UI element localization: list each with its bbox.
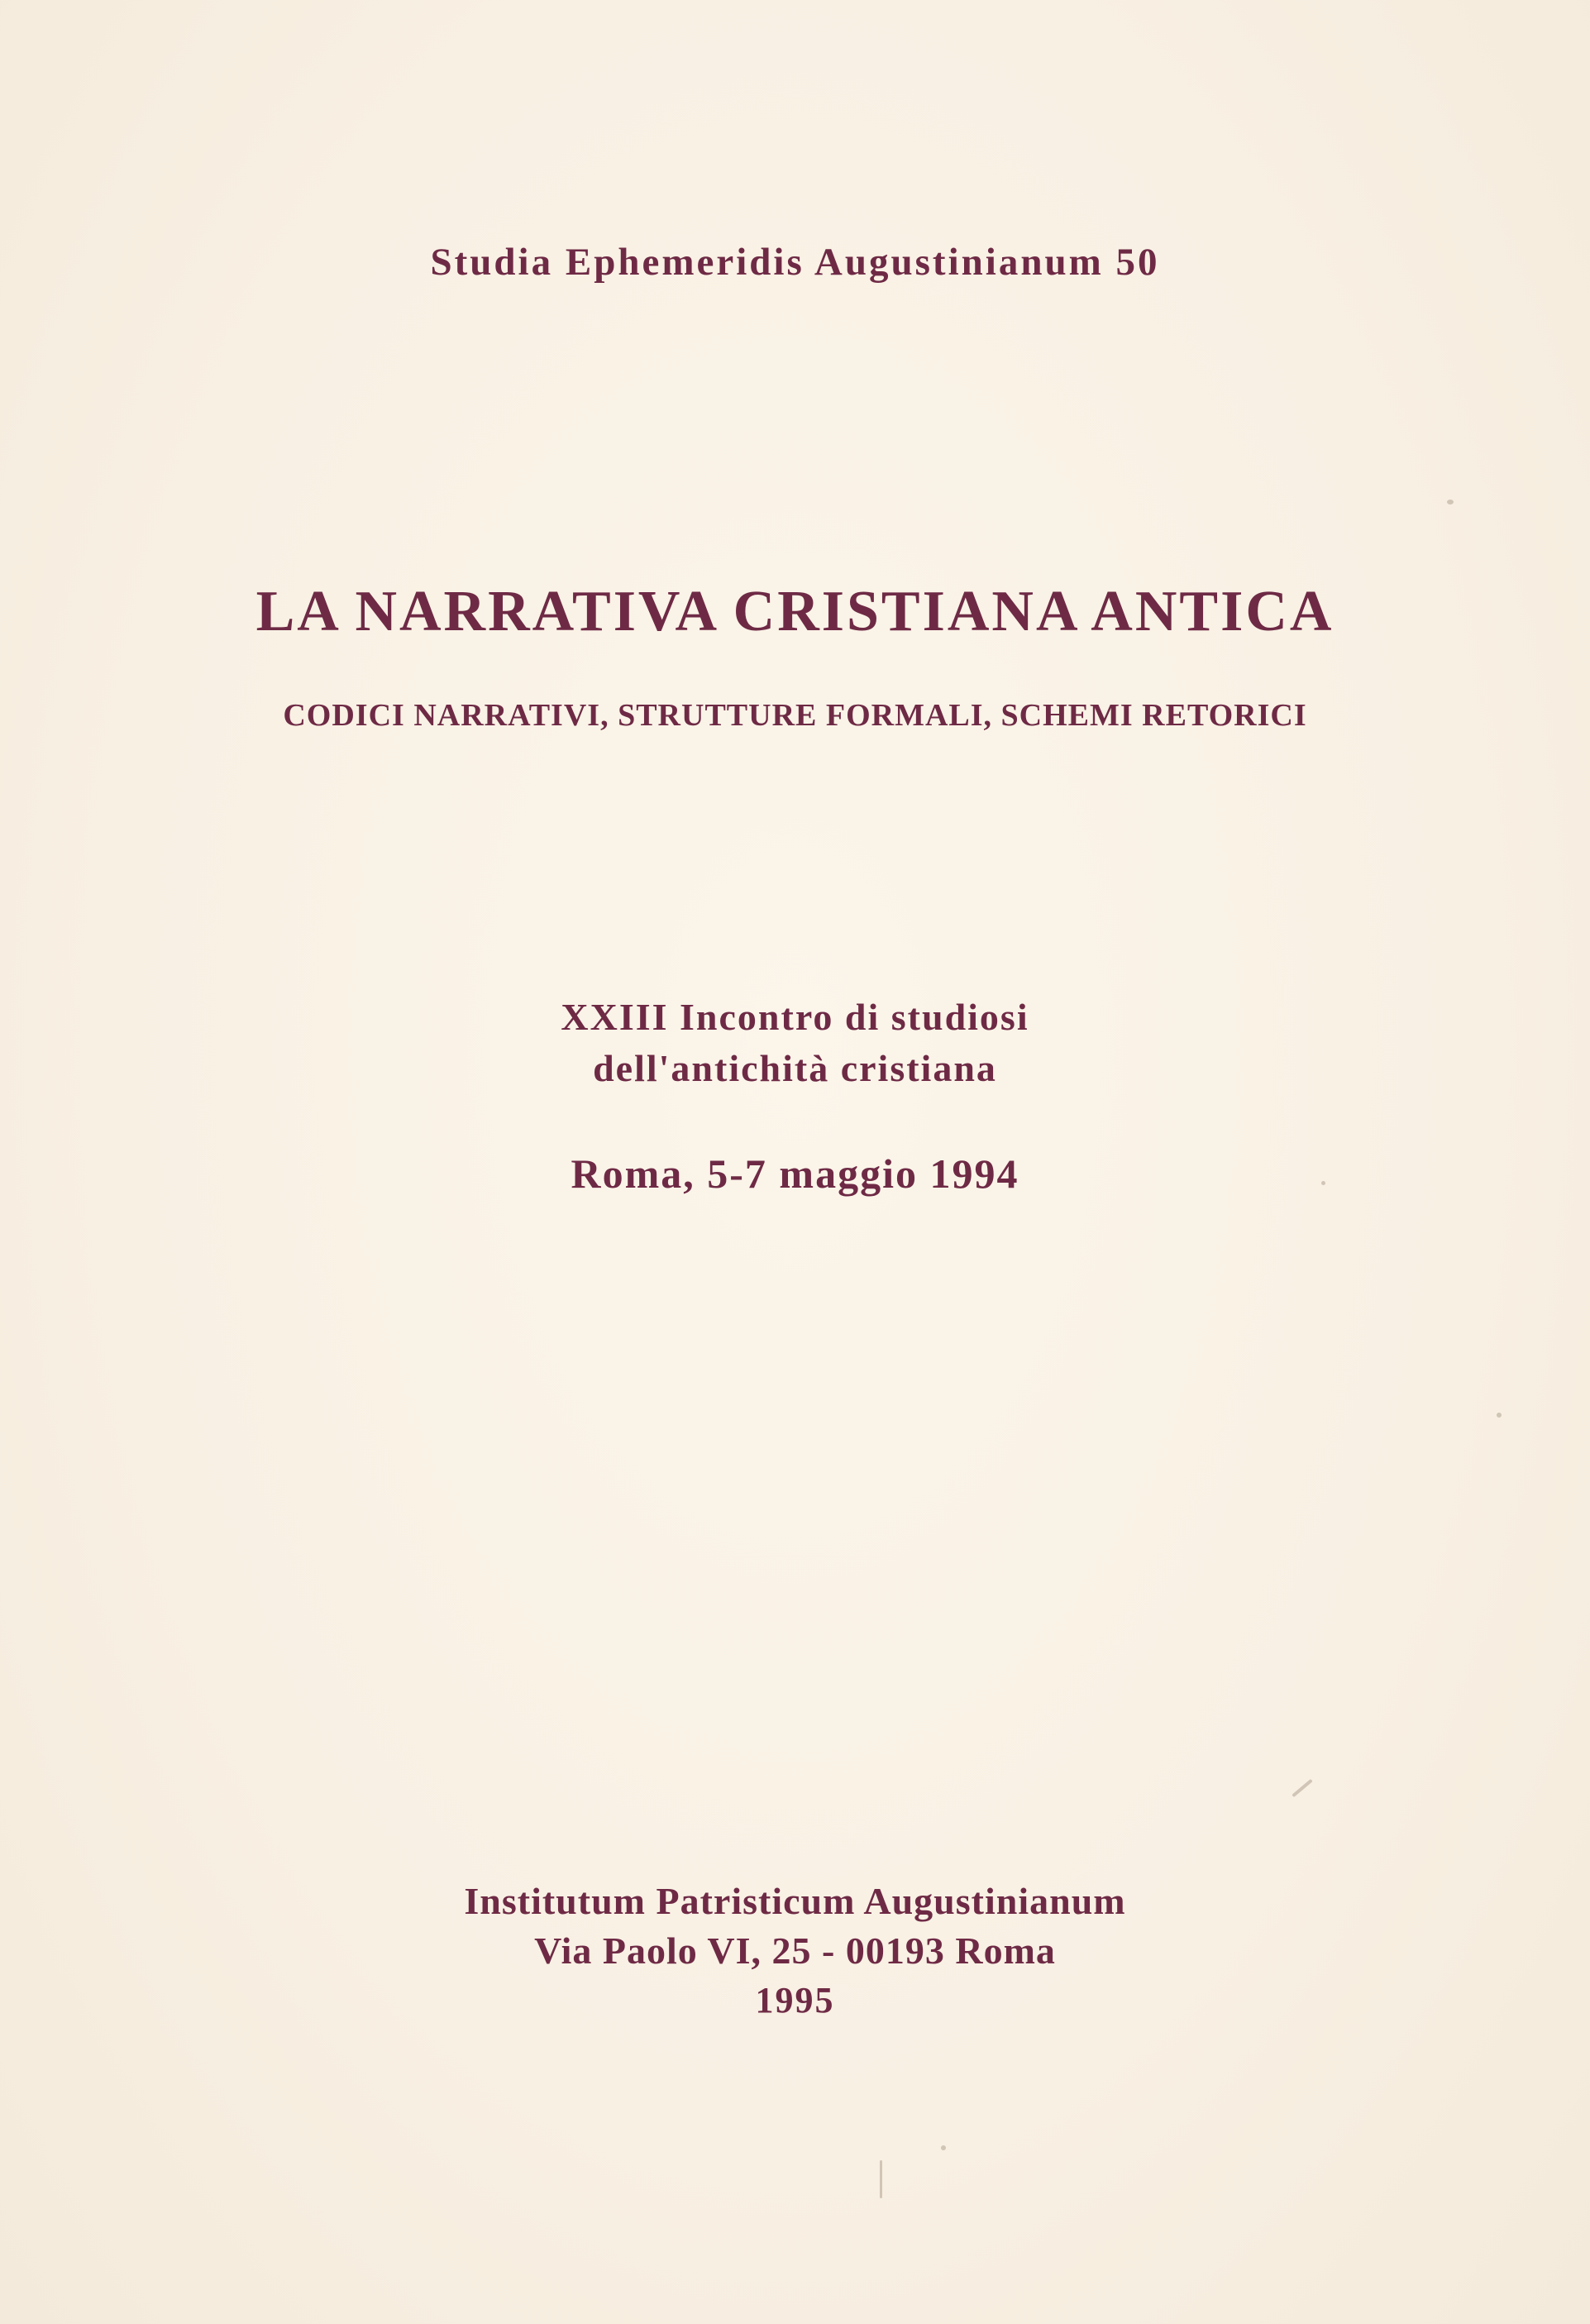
paper-speck [1497,1413,1502,1418]
publisher-name: Institutum Patristicum Augustinianum [464,1880,1126,1922]
place-and-date: Roma, 5-7 maggio 1994 [571,1150,1019,1197]
paper-speck [941,2145,946,2150]
book-subtitle: CODICI NARRATIVI, STRUTTURE FORMALI, SCHEMI RETORICI [283,698,1307,733]
meeting-line-1: XXIII Incontro di studiosi [561,996,1029,1038]
series-title: Studia Ephemeridis Augustinianum 50 [430,241,1160,284]
book-title: LA NARRATIVA CRISTIANA ANTICA [255,580,1335,643]
paper-speck [880,2160,882,2198]
paper-speck [1321,1181,1325,1185]
paper-speck [1292,1779,1313,1797]
meeting-line-2: dell'antichità cristiana [593,1047,997,1089]
publication-year: 1995 [755,1980,835,2020]
publisher-address: Via Paolo VI, 25 - 00193 Roma [534,1929,1056,1972]
paper-speck [1447,500,1454,504]
